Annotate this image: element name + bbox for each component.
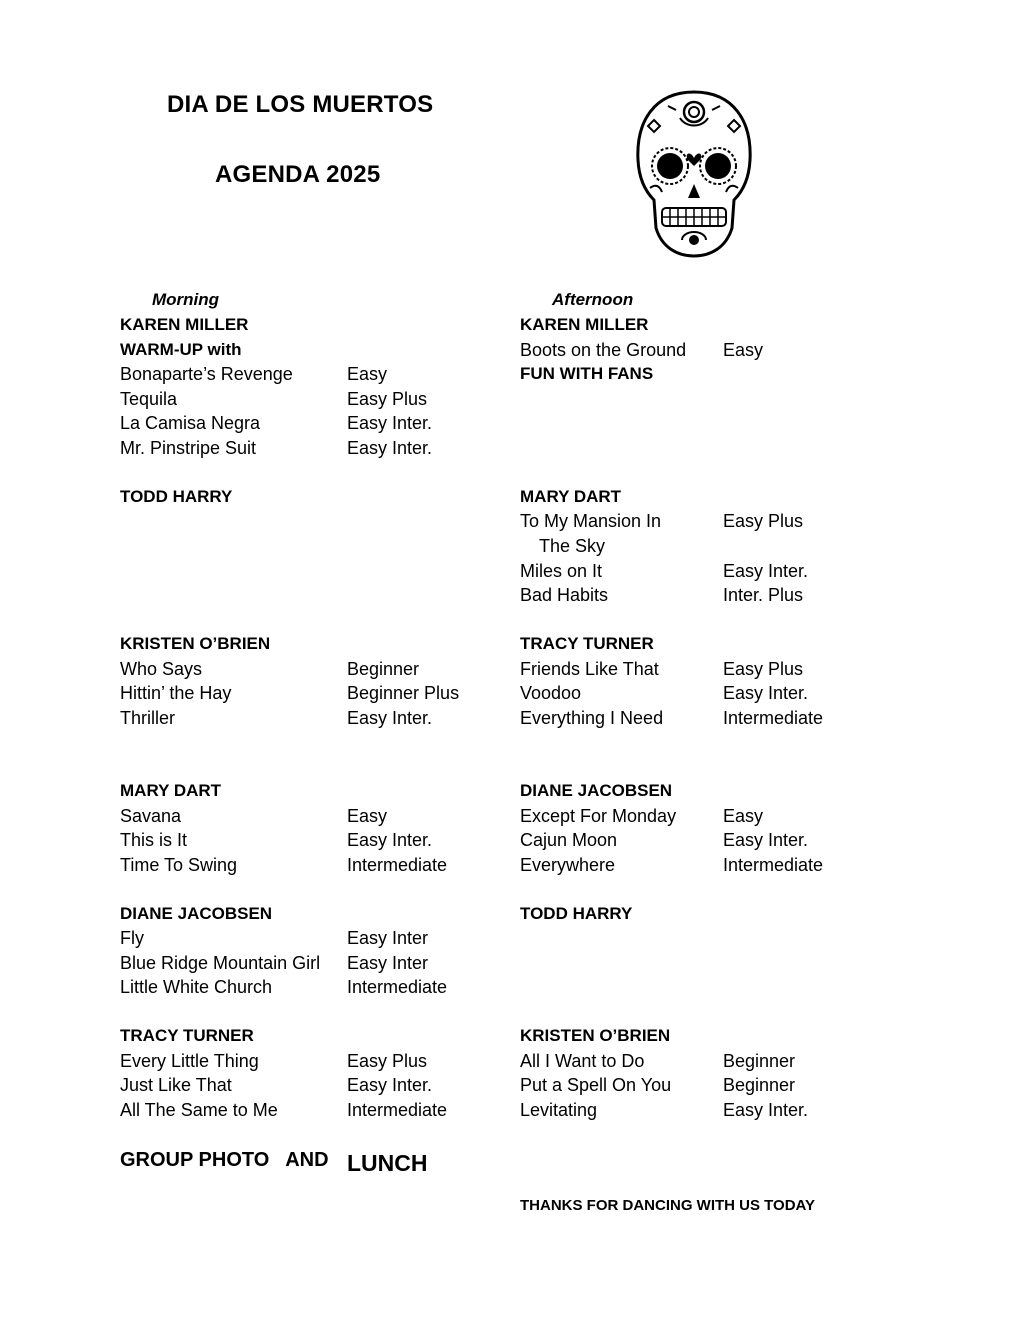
afternoon-header: Afternoon	[552, 290, 634, 309]
dance-level: Easy Plus	[723, 659, 804, 679]
dance-name: Little White Church	[120, 977, 273, 997]
dance-level: Easy	[347, 806, 388, 826]
afternoon-instructor: MARY DART	[520, 487, 622, 506]
page-title-line1: DIA DE LOS MUERTOS	[167, 91, 434, 118]
dance-level: Intermediate	[347, 977, 448, 997]
dance-level: Beginner	[347, 659, 420, 679]
morning-instructor: MARY DART	[120, 781, 222, 800]
dance-name: Mr. Pinstripe Suit	[120, 438, 257, 458]
dance-name: Levitating	[520, 1100, 598, 1120]
dance-name-continued: The Sky	[539, 536, 606, 556]
dance-level: Easy Plus	[723, 511, 804, 531]
dance-name: Except For Monday	[520, 806, 677, 826]
dance-level: Beginner	[723, 1075, 796, 1095]
dance-level: Easy Inter.	[347, 438, 433, 458]
dance-name: All I Want to Do	[520, 1051, 645, 1071]
dance-name: Everything I Need	[520, 708, 664, 728]
dance-level: Easy Inter.	[723, 683, 809, 703]
dance-level: Easy Inter.	[723, 830, 809, 850]
dance-name: Bad Habits	[520, 585, 609, 605]
dance-level: Easy Inter.	[347, 708, 433, 728]
dance-name: Who Says	[120, 659, 203, 679]
dance-level: Beginner	[723, 1051, 796, 1071]
dance-name: Boots on the Ground	[520, 340, 687, 360]
dance-level: Intermediate	[347, 855, 448, 875]
thanks-message: THANKS FOR DANCING WITH US TODAY	[520, 1197, 816, 1214]
group-photo-label: GROUP PHOTO AND	[120, 1149, 329, 1171]
page-title-line2: AGENDA 2025	[215, 161, 381, 188]
dance-name: Blue Ridge Mountain Girl	[120, 953, 321, 973]
dance-level: Easy	[723, 340, 764, 360]
afternoon-session-note: FUN WITH FANS	[520, 364, 654, 383]
dance-level: Easy Inter.	[347, 413, 433, 433]
morning-session-subtitle: WARM-UP with	[120, 340, 242, 359]
dance-level: Intermediate	[723, 708, 824, 728]
dance-level: Easy Inter.	[347, 830, 433, 850]
dance-name: Friends Like That	[520, 659, 659, 679]
dance-level: Easy Inter	[347, 928, 429, 948]
dance-name: Hittin’ the Hay	[120, 683, 232, 703]
afternoon-instructor: TODD HARRY	[520, 904, 633, 923]
dance-name: Time To Swing	[120, 855, 238, 875]
dance-name: To My Mansion In	[520, 511, 662, 531]
dance-name: This is It	[120, 830, 188, 850]
dance-level: Easy	[347, 364, 388, 384]
dance-name: Tequila	[120, 389, 178, 409]
sugar-skull-icon	[632, 88, 756, 258]
dance-name: Just Like That	[120, 1075, 232, 1095]
dance-name: Cajun Moon	[520, 830, 618, 850]
dance-name: Everywhere	[520, 855, 616, 875]
dance-level: Beginner Plus	[347, 683, 460, 703]
dance-name: Fly	[120, 928, 144, 948]
dance-name: Bonaparte’s Revenge	[120, 364, 293, 384]
morning-instructor: TRACY TURNER	[120, 1026, 254, 1045]
dance-level: Easy Plus	[347, 1051, 428, 1071]
dance-name: Voodoo	[520, 683, 582, 703]
dance-name: Savana	[120, 806, 182, 826]
dance-name: Every Little Thing	[120, 1051, 259, 1071]
dance-level: Easy Inter.	[723, 561, 809, 581]
dance-level: Easy Plus	[347, 389, 428, 409]
morning-instructor: TODD HARRY	[120, 487, 233, 506]
morning-instructor: DIANE JACOBSEN	[120, 904, 273, 923]
morning-instructor: KRISTEN O’BRIEN	[120, 634, 271, 653]
dance-level: Inter. Plus	[723, 585, 804, 605]
afternoon-instructor: TRACY TURNER	[520, 634, 654, 653]
dance-level: Easy Inter.	[347, 1075, 433, 1095]
dance-name: All The Same to Me	[120, 1100, 278, 1120]
morning-instructor: KAREN MILLER	[120, 315, 249, 334]
dance-level: Intermediate	[347, 1100, 448, 1120]
lunch-label: LUNCH	[347, 1150, 428, 1176]
afternoon-instructor: DIANE JACOBSEN	[520, 781, 673, 800]
dance-name: La Camisa Negra	[120, 413, 261, 433]
dance-name: Miles on It	[520, 561, 603, 581]
dance-name: Thriller	[120, 708, 176, 728]
afternoon-instructor: KRISTEN O’BRIEN	[520, 1026, 671, 1045]
dance-name: Put a Spell On You	[520, 1075, 672, 1095]
dance-level: Easy	[723, 806, 764, 826]
dance-level: Easy Inter	[347, 953, 429, 973]
afternoon-instructor: KAREN MILLER	[520, 315, 649, 334]
morning-header: Morning	[152, 290, 220, 309]
dance-level: Intermediate	[723, 855, 824, 875]
dance-level: Easy Inter.	[723, 1100, 809, 1120]
